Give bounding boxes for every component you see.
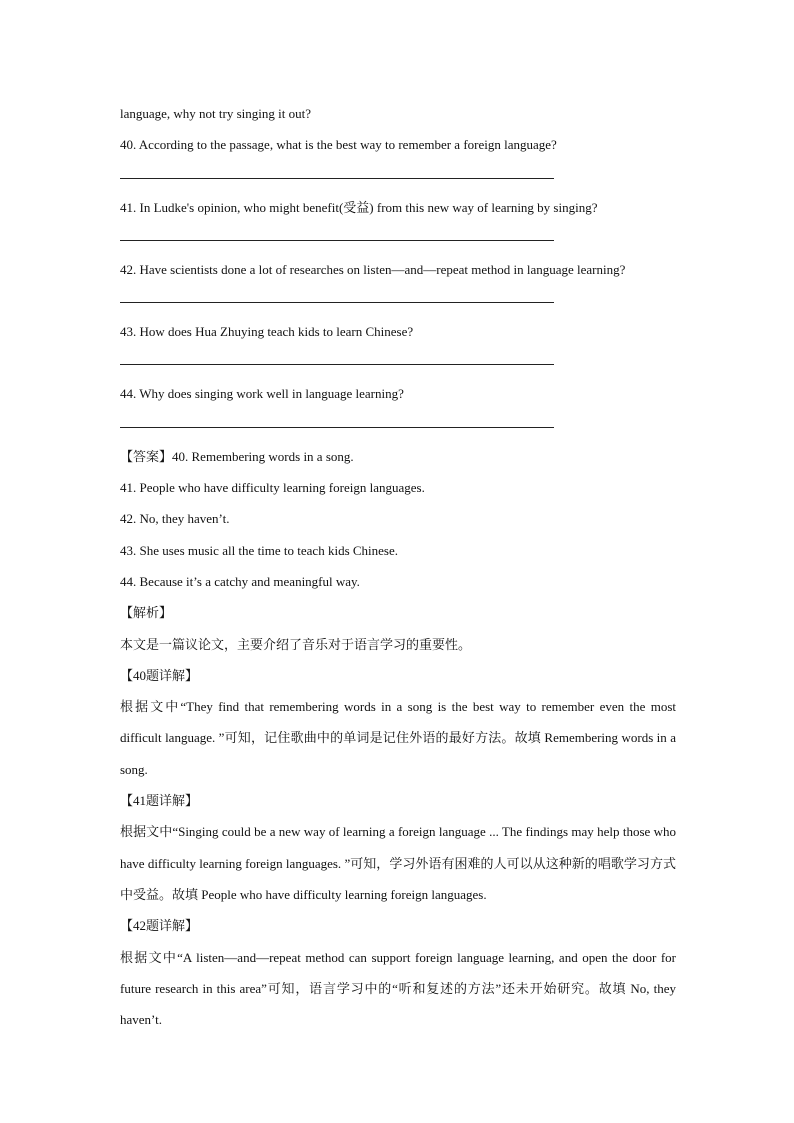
answer-blank-44[interactable]	[120, 427, 554, 428]
question-42: 42. Have scientists done a lot of researches on listen—and—repeat method in language learning?	[120, 261, 626, 277]
answer-41: 41. People who have difficulty learning foreign languages.	[120, 480, 425, 496]
answer-label: 【答案】	[120, 448, 173, 464]
answer-blank-40[interactable]	[120, 178, 554, 179]
document-page	[120, 98, 676, 1035]
answer-43: 43. She uses music all the time to teach kids Chinese.	[120, 542, 399, 558]
detail-40-text: 根据文中“They find that remembering words in a song is the best way to remember even the most difficult language. ”可知，记住歌曲中的单词是记住外语的最好方法。故填 Remembering words in a song.	[120, 699, 676, 777]
analysis-label: 【解析】	[120, 605, 173, 621]
answer-blank-43[interactable]	[120, 364, 554, 365]
detail-41-text: 根据文中“Singing could be a new way of learning a foreign language ... The findings may help those who have difficulty learning foreign languages. ”可知，学习外语有困难的人可以从这种新的唱歌学习方式中受益。故填 People who have difficulty learning foreign languages.	[120, 824, 676, 902]
intro-tail-text: language, why not try singing it out?	[120, 106, 312, 121]
detail-42-title: 【42题详解】	[120, 918, 199, 934]
answer-40: 40. Remembering words in a song.	[172, 448, 354, 464]
answer-40-row	[120, 441, 676, 472]
detail-40-title: 【40题详解】	[120, 667, 199, 683]
detail-42-text: 根据文中“A listen—and—repeat method can support foreign language learning, and open the door for future research in this area”可知，语言学习中的“听和复述的方法”还未开始研究。故填 No, they haven’t.	[120, 949, 676, 1028]
question-40: 40. According to the passage, what is the best way to remember a foreign language?	[120, 137, 557, 153]
answer-blank-42[interactable]	[120, 302, 554, 303]
analysis-summary: 本文是一篇议论文，主要介绍了音乐对于语言学习的重要性。	[120, 636, 472, 652]
answer-42: 42. No, they haven’t.	[120, 511, 230, 527]
question-41: 41. In Ludke's opinion, who might benefit(受益) from this new way of learning by singing?	[120, 199, 598, 215]
question-44: 44. Why does singing work well in language learning?	[120, 386, 404, 402]
answer-blank-41[interactable]	[120, 240, 554, 241]
answer-44: 44. Because it’s a catchy and meaningful way.	[120, 573, 360, 589]
question-43: 43. How does Hua Zhuying teach kids to learn Chinese?	[120, 324, 414, 340]
detail-41-title: 【41题详解】	[120, 793, 199, 809]
